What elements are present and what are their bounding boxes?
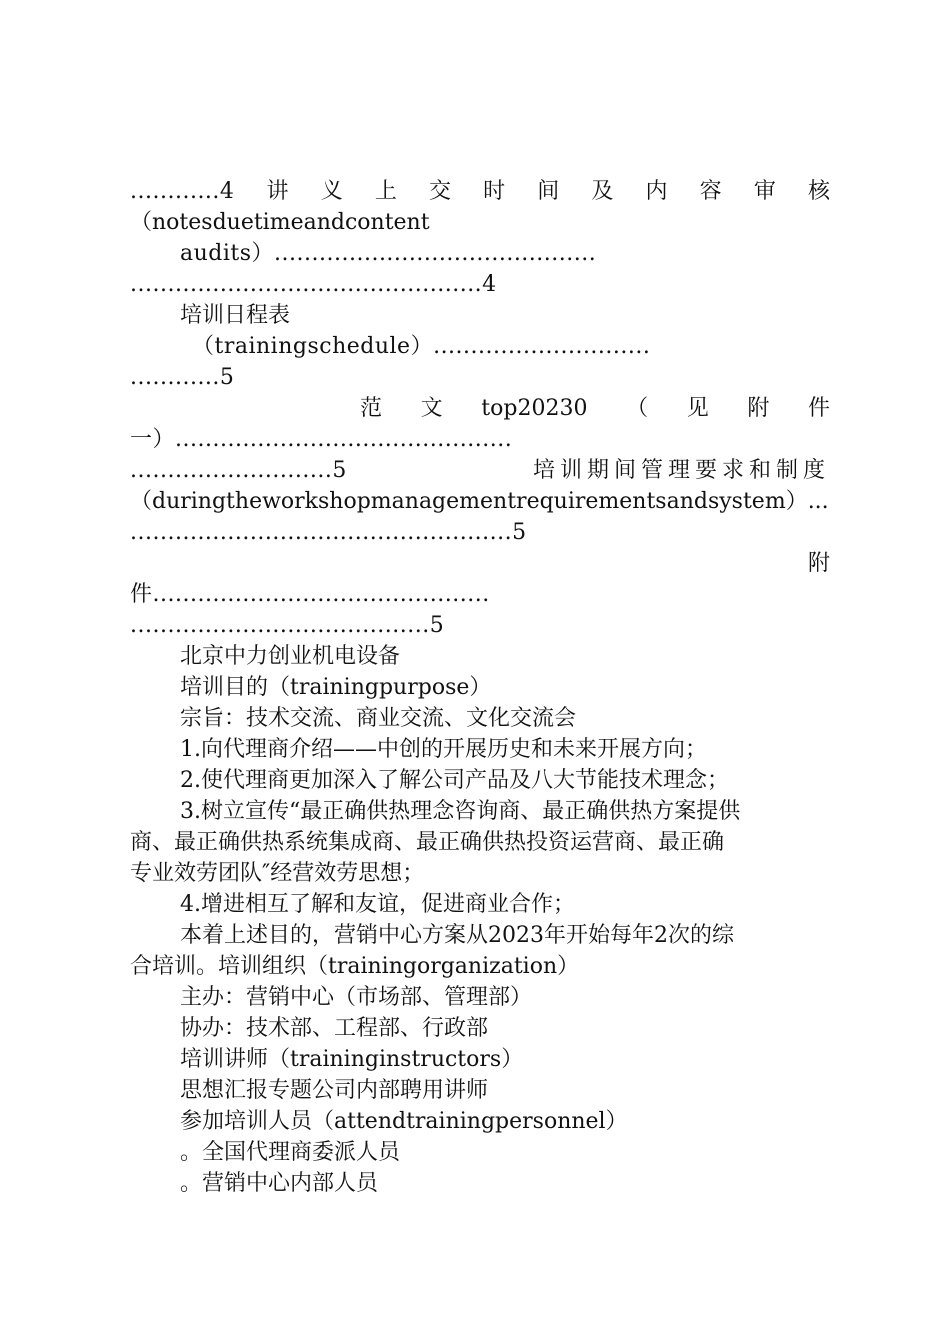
purpose-item-3-cont: 专业效劳团队″经营效劳思想； — [130, 861, 425, 886]
toc-line: 一）............................................. — [130, 427, 513, 452]
toc-line: audits）........................................... — [180, 241, 597, 266]
purpose-item-3: 3.树立宣传“最正确供热理念咨询商、最正确供热方案提供 — [180, 799, 741, 824]
toc-line: ........................................5 — [130, 613, 445, 638]
toc-line: 件............................................. — [130, 582, 490, 607]
toc-line-management — [130, 455, 830, 486]
toc-char: 附 — [747, 396, 770, 421]
toc-line-schedule-title: 培训日程表 — [180, 303, 291, 328]
instructors-text: 思想汇报专题公司内部聘用讲师 — [180, 1078, 489, 1103]
toc-char: 核 — [807, 179, 830, 204]
toc-word: top20230 — [481, 396, 588, 421]
toc-line: ............5 — [130, 365, 235, 390]
toc-line: （notesduetimeandcontent — [130, 210, 430, 235]
toc-line: ...............................................4 — [130, 272, 497, 297]
toc-line: ...................................................5 — [130, 520, 527, 545]
plan-paragraph: 本着上述目的，营销中心方案从2023年开始每年2次的综 — [180, 923, 734, 948]
company-name: 北京中力创业机电设备 — [180, 644, 401, 669]
toc-line-notes-due — [130, 176, 830, 207]
toc-char: 间 — [537, 179, 560, 204]
toc-char: 讲 — [266, 179, 289, 204]
toc-char: 文 — [420, 396, 443, 421]
toc-title: 培训期间管理要求和制度 — [532, 458, 830, 483]
toc-char: 见 — [686, 396, 709, 421]
attendees-heading: 参加培训人员（attendtrainingpersonnel） — [180, 1109, 628, 1134]
toc-line-top — [130, 393, 830, 424]
tenet-text: 宗旨：技术交流、商业交流、文化交流会 — [180, 706, 577, 731]
attendee-item: 。营销中心内部人员 — [180, 1171, 379, 1196]
toc-char: 内 — [645, 179, 668, 204]
purpose-item-2: 2.使代理商更加深入了解公司产品及八大节能技术理念； — [180, 768, 729, 793]
toc-char: 件 — [807, 396, 830, 421]
toc-char: （ — [626, 396, 649, 421]
instructors-heading: 培训讲师（traininginstructors） — [180, 1047, 524, 1072]
plan-paragraph-cont: 合培训。培训组织（trainingorganization） — [130, 954, 580, 979]
toc-line-attachment: 附 — [807, 551, 830, 576]
toc-line: （duringtheworkshopmanagementrequirementsandsystem）... — [130, 489, 829, 514]
purpose-heading: 培训目的（trainingpurpose） — [180, 675, 492, 700]
purpose-item-4: 4.增进相互了解和友谊，促进商业合作； — [180, 892, 575, 917]
host-text: 主办：营销中心（市场部、管理部） — [180, 985, 533, 1010]
toc-char: 审 — [753, 179, 776, 204]
toc-char: 义 — [320, 179, 343, 204]
purpose-item-1: 1.向代理商介绍——中创的开展历史和未来开展方向； — [180, 737, 707, 762]
toc-char: 上 — [374, 179, 397, 204]
toc-char: 时 — [483, 179, 506, 204]
toc-leader: ...........................5 — [130, 458, 347, 483]
toc-char: 交 — [428, 179, 451, 204]
toc-char: 及 — [591, 179, 614, 204]
document-page — [130, 176, 830, 1199]
purpose-item-3-cont: 商、最正确供热系统集成商、最正确供热投资运营商、最正确 — [130, 830, 725, 855]
toc-char: 范 — [360, 396, 383, 421]
toc-leader: ............4 — [130, 179, 235, 204]
cohost-text: 协办：技术部、工程部、行政部 — [180, 1016, 489, 1041]
toc-line: （trainingschedule）............................. — [192, 334, 651, 359]
toc-char: 容 — [699, 179, 722, 204]
attendee-item: 。全国代理商委派人员 — [180, 1140, 401, 1165]
